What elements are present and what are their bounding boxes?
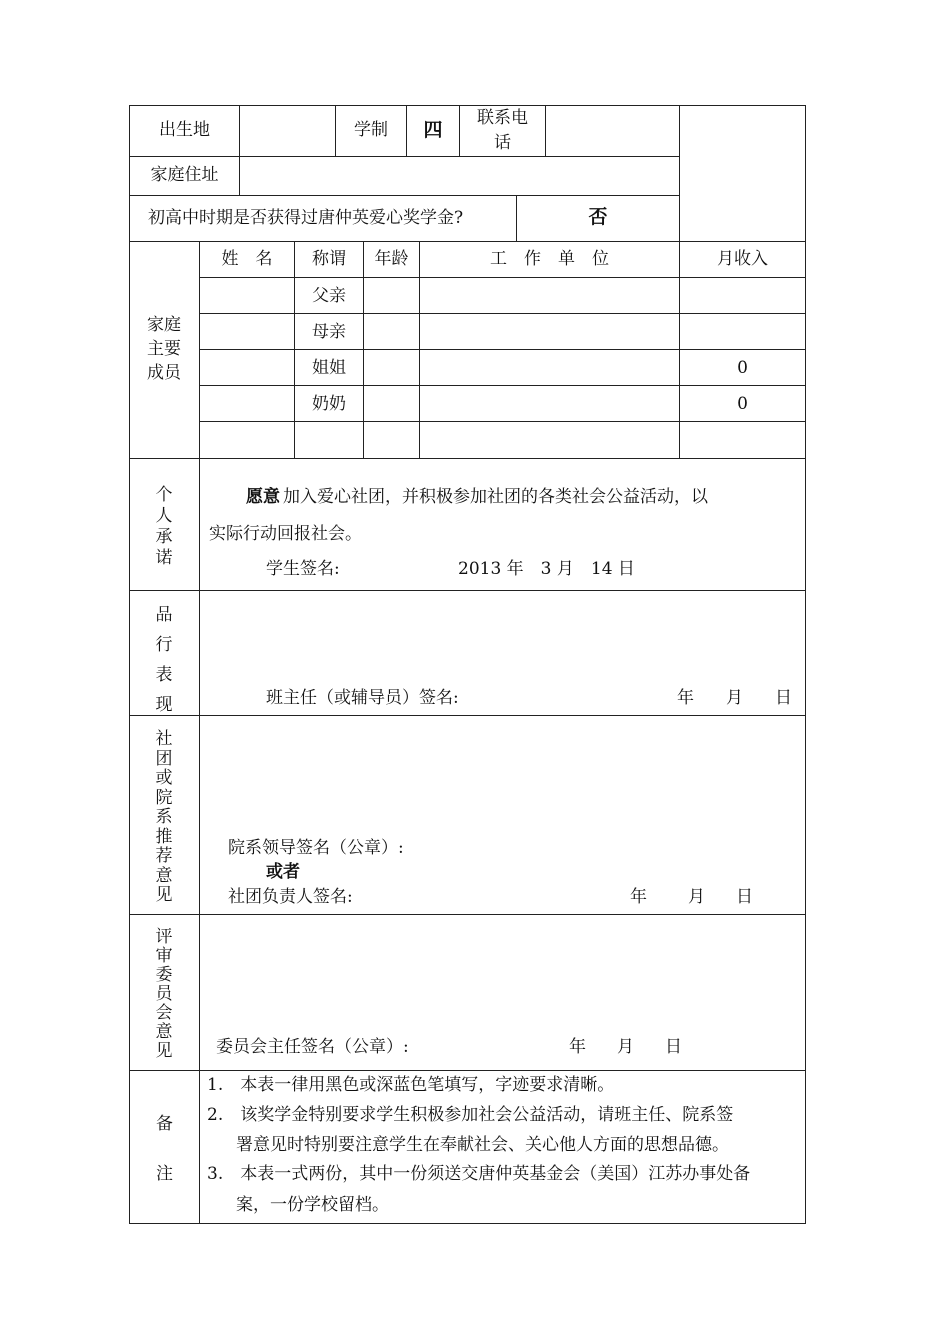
commitment-line1: 加入爱心社团，并积极参加社团的各类社会公益活动，以 <box>283 487 708 507</box>
recommendation-date-month: 月 <box>688 887 705 907</box>
schooling-value[interactable]: 四 <box>423 119 443 141</box>
note-item-3-line2: 案，一份学校留档。 <box>236 1195 389 1215</box>
grid-line <box>545 105 546 157</box>
commitment-label: 个人承诺 <box>155 485 173 568</box>
grid-line <box>199 241 200 1224</box>
grid-line <box>294 241 295 459</box>
grid-line <box>199 277 806 278</box>
committee-date-year: 年 <box>569 1037 586 1057</box>
grid-line <box>199 421 806 422</box>
dept-leader-signature-label: 院系领导签名（公章）: <box>228 838 404 858</box>
schooling-label: 学制 <box>354 120 388 140</box>
family-section-label: 家庭主要成员 <box>147 315 181 383</box>
family-header-age: 年龄 <box>374 249 409 269</box>
recommendation-date-year: 年 <box>630 887 647 907</box>
grid-line <box>363 241 364 459</box>
club-leader-signature-label: 社团负责人签名: <box>228 887 353 907</box>
family-row-relation: 父亲 <box>312 286 346 306</box>
commitment-date[interactable]: 2013 年 3 月 14 日 <box>458 559 635 579</box>
student-signature-label: 学生签名: <box>266 559 340 579</box>
grid-line <box>199 385 806 386</box>
commitment-willing: 愿意 <box>246 487 280 507</box>
table-border-top <box>129 105 806 106</box>
notes-label-top: 备 <box>156 1114 173 1134</box>
table-border-bottom <box>129 1223 806 1224</box>
note-item-2-line1: 2. 该奖学金特别要求学生积极参加社会公益活动，请班主任、院系签 <box>207 1105 734 1125</box>
phone-label-line1: 联系电 <box>477 108 528 128</box>
teacher-signature-label: 班主任（或辅导员）签名: <box>266 688 459 708</box>
grid-line <box>239 156 240 196</box>
grid-line <box>129 715 806 716</box>
grid-line <box>199 349 806 350</box>
grid-line <box>129 241 806 242</box>
note-item-2-line2: 署意见时特别要注意学生在奉献社会、关心他人方面的思想品德。 <box>236 1135 729 1155</box>
family-row-relation: 奶奶 <box>312 394 346 414</box>
family-header-name: 姓 名 <box>221 249 273 269</box>
commitment-line2: 实际行动回报社会。 <box>209 524 362 544</box>
grid-line <box>129 914 806 915</box>
phone-label-line2: 话 <box>494 133 511 153</box>
birthplace-label: 出生地 <box>159 120 210 140</box>
family-row-relation: 母亲 <box>312 322 346 342</box>
grid-line <box>419 241 420 459</box>
grid-line <box>129 195 680 196</box>
committee-date-day: 日 <box>665 1037 682 1057</box>
conduct-date-day: 日 <box>775 688 792 708</box>
family-row-income[interactable]: 0 <box>737 394 748 414</box>
grid-line <box>199 313 806 314</box>
family-header-relation: 称谓 <box>312 249 346 269</box>
note-item-3-line1: 3. 本表一式两份，其中一份须送交唐仲英基金会（美国）江苏办事处备 <box>207 1164 751 1184</box>
committee-date-month: 月 <box>617 1037 634 1057</box>
committee-label: 评审委员会意见 <box>155 927 173 1061</box>
conduct-date-year: 年 <box>677 688 694 708</box>
family-header-income: 月收入 <box>717 249 768 269</box>
grid-line <box>679 105 680 242</box>
grid-line <box>129 156 680 157</box>
notes-label-bottom: 注 <box>156 1164 173 1184</box>
family-header-workplace: 工 作 单 位 <box>490 249 609 269</box>
grid-line <box>239 105 240 157</box>
scholarship-answer[interactable]: 否 <box>588 206 608 228</box>
recommendation-date-day: 日 <box>736 887 753 907</box>
recommendation-label: 社团或院系推荐意见 <box>155 729 173 905</box>
grid-line <box>129 458 806 459</box>
grid-line <box>679 241 680 459</box>
grid-line <box>129 1070 806 1071</box>
note-item-1: 1. 本表一律用黑色或深蓝色笔填写，字迹要求清晰。 <box>207 1075 615 1095</box>
address-label: 家庭住址 <box>150 165 219 185</box>
conduct-label: 品行表现 <box>155 605 173 715</box>
committee-signature-label: 委员会主任签名（公章）: <box>216 1037 409 1057</box>
grid-line <box>129 590 806 591</box>
or-text: 或者 <box>266 862 300 882</box>
family-row-relation: 姐姐 <box>312 358 346 378</box>
scholarship-question: 初高中时期是否获得过唐仲英爱心奖学金? <box>148 208 464 228</box>
table-border-right <box>805 105 806 1224</box>
table-border-left <box>129 105 130 1224</box>
conduct-date-month: 月 <box>726 688 743 708</box>
family-row-income[interactable]: 0 <box>737 358 748 378</box>
